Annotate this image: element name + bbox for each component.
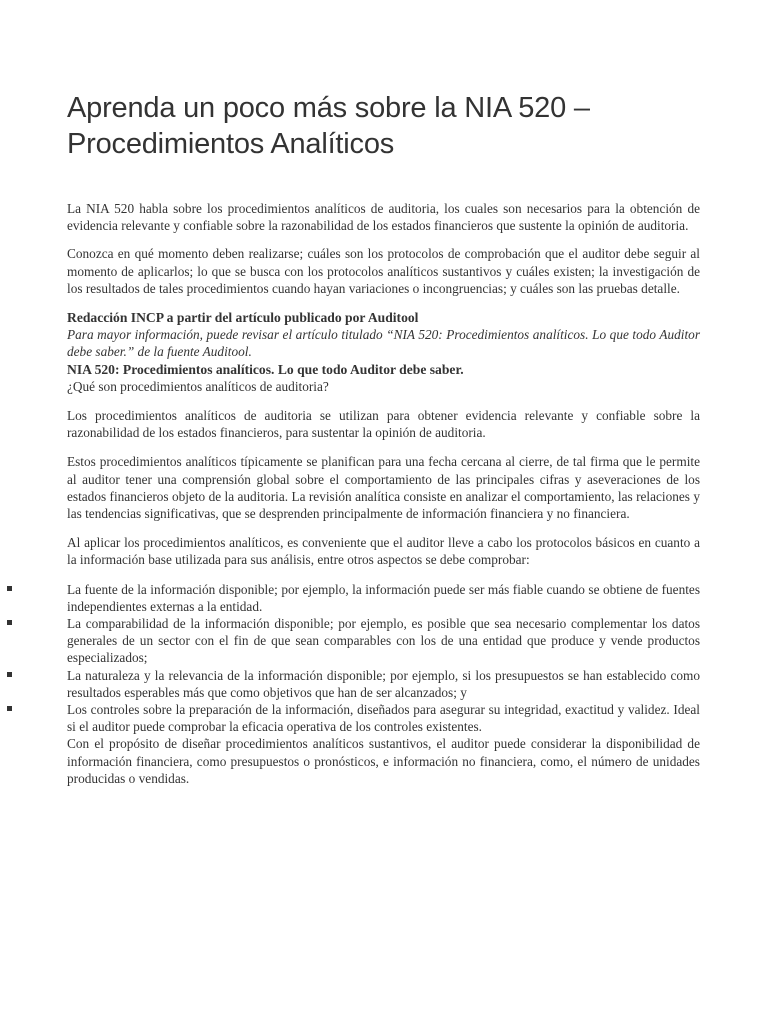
square-bullet-icon [7,586,12,591]
list-item-text: La naturaleza y la relevancia de la información disponible; por ejemplo, si los presupuestos se han establecido como resultados esperables más que como objetivos que han de ser alcanzados; y [67,667,700,700]
source-credit: Redacción INCP a partir del artículo publicado por Auditool [67,310,419,326]
article-title: Aprenda un poco más sobre la NIA 520 – Procedimientos Analíticos [67,92,590,160]
article-body [67,200,700,787]
square-bullet-icon [7,706,12,711]
intro-paragraph-2: Conozca en qué momento deben realizarse; cuáles son los protocolos de comprobación que el auditor debe seguir al momento de aplicarlos; lo que se busca con los protocolos analíticos sustantivos y cuáles existen; la investigación de los resultados de tales procedimientos cuando hayan variaciones o incongruencias; y cuáles son las pruebas detalle. [67,246,700,296]
square-bullet-icon [7,620,12,625]
source-note: Para mayor información, puede revisar el artículo titulado “NIA 520: Procedimientos analíticos. Lo que todo Auditor debe saber.” de la fuente Auditool. [67,327,700,360]
body-paragraph-3: Al aplicar los procedimientos analíticos, es conveniente que el auditor lleve a cabo los protocolos básicos en cuanto a la información base utilizada para sus análisis, entre otros aspectos se debe comprobar: [67,535,700,568]
list-item [67,581,700,615]
list-item [67,615,700,667]
intro-paragraph-1: La NIA 520 habla sobre los procedimientos analíticos de auditoria, los cuales son necesarios para la obtención de evidencia relevante y confiable sobre la razonabilidad de los estados financieros que sustente la opinión de auditoria. [67,201,700,234]
closing-paragraph: Con el propósito de diseñar procedimientos analíticos sustantivos, el auditor puede considerar la disponibilidad de información financiera, como presupuestos o pronósticos, e información no financiera, como, el número de unidades producidas o vendidas. [67,736,700,786]
source-block [67,309,700,395]
check-list [67,581,700,736]
list-item-text: Los controles sobre la preparación de la información, diseñados para asegurar su integridad, exactitud y validez. Ideal si el auditor puede comprobar la eficacia operativa de los controles existentes. [67,702,700,735]
source-heading: NIA 520: Procedimientos analíticos. Lo que todo Auditor debe saber. [67,361,464,377]
list-item-text: La comparabilidad de la información disponible; por ejemplo, es posible que sea necesario complementar los datos generales de un sector con el fin de que sean comparables con los de una entidad que produce y vende productos especializados; [67,616,700,666]
list-item [67,701,700,735]
section-question: ¿Qué son procedimientos analíticos de auditoria? [67,378,329,394]
square-bullet-icon [7,672,12,677]
list-item [67,667,700,701]
list-item-text: La fuente de la información disponible; por ejemplo, la información puede ser más fiable cuando se obtiene de fuentes independientes externas a la entidad. [67,581,700,614]
body-paragraph-2: Estos procedimientos analíticos típicamente se planifican para una fecha cercana al cierre, de tal firma que le permite al auditor tener una comprensión global sobre el comportamiento de las principales cifras y aseveraciones de los estados financieros objeto de la auditoria. La revisión analítica consiste en analizar el comportamiento, las relaciones y las tendencias significativas, que se desprenden principalmente de información financiera y no financiera. [67,454,700,522]
body-paragraph-1: Los procedimientos analíticos de auditoria se utilizan para obtener evidencia relevante y confiable sobre la razonabilidad de los estados financieros, para sustentar la opinión de auditoria. [67,408,700,441]
